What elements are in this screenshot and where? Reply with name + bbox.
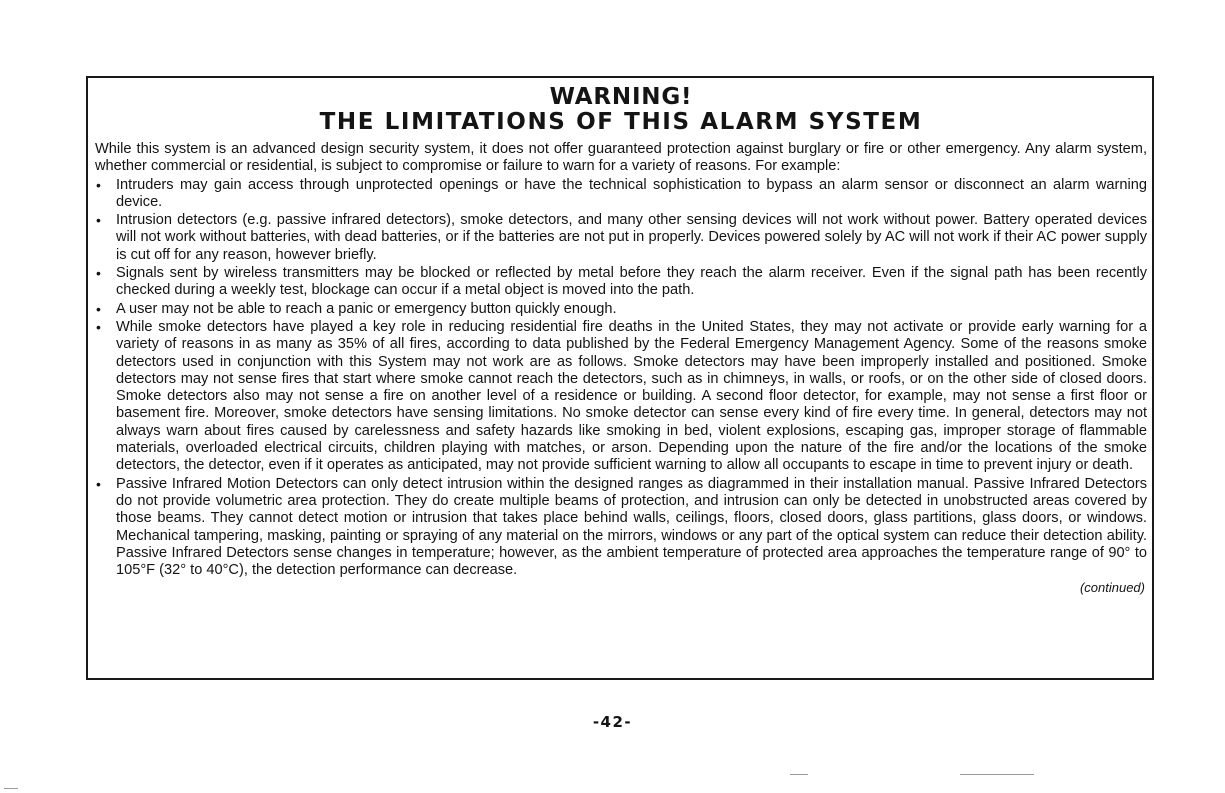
scan-mark-center (790, 774, 808, 775)
bullet-icon: • (96, 318, 101, 335)
list-item-text: Intruders may gain access through unprotected openings or have the technical sophistication to bypass an alarm sensor or disconnect an alarm warning device. (116, 176, 1147, 210)
scan-mark-left (4, 788, 18, 789)
limitations-list (95, 177, 1147, 580)
list-item-wireless (95, 265, 1147, 300)
bullet-icon: • (96, 176, 101, 193)
list-item-text: Signals sent by wireless transmitters may be blocked or reflected by metal before they reach the alarm receiver. Even if the signal path has been recently checked during a weekly test, blockage can occur if a metal object is moved into the path. (116, 265, 1147, 299)
list-item-power (95, 212, 1147, 264)
continued-note: (continued) (1079, 580, 1145, 596)
bullet-icon: • (96, 212, 101, 229)
list-item-text: Passive Infrared Motion Detectors can only detect intrusion within the designed ranges as diagrammed in their installation manual. Passive Infrared Detectors do not provide volumetric area protection. They do create multiple beams of protection, and intrusion can only be detected in unobstructed areas covered by those beams. They cannot detect motion or intrusion that takes place behind walls, ceilings, floors, closed doors, glass partitions, glass doors, or windows. Mechanical tampering, masking, painting or spraying of any material on the mirrors, windows or any part of the optical system can reduce their detection ability. Passive Infrared Detectors sense changes in temperature; however, as the ambient temperature of protected area approaches the temperature range of 90° to 105°F (32° to 40°C), the detection performance can decrease. (116, 475, 1147, 579)
list-item-intruders (95, 177, 1147, 212)
warning-body (95, 141, 1147, 595)
warning-heading: WARNING! (549, 84, 693, 110)
list-item-text: While smoke detectors have played a key role in reducing residential fire deaths in the United States, they may not activate or provide early warning for a variety of reasons in as many as 35% of all fires, according to data published by the Federal Emergency Management Agency. Some of the reasons smoke detectors used in conjunction with this System may not work are as follows. Smoke detectors may have been improperly installed and positioned. Smoke detectors may not sense fires that start where smoke cannot reach the detectors, such as in chimneys, in walls, or roofs, or on the other side of closed doors. Smoke detectors also may not sense a fire on another level of a residence or building. A second floor detector, for example, may not sense a first floor or basement fire. Moreover, smoke detectors have sensing limitations. No smoke detector can sense every kind of fire every time. In general, detectors may not always warn about fires caused by carelessness and safety hazards like smoking in bed, violent explosions, escaping gas, improper storage of flammable materials, overloaded electrical circuits, children playing with matches, or arson. Depending upon the nature of the fire and/or the locations of the smoke detectors, the detector, even if it operates as anticipated, may not provide sufficient warning to allow all occupants to escape in time to prevent injury or death. (116, 318, 1147, 474)
bullet-icon: • (96, 265, 101, 282)
page-number: -42- (592, 713, 633, 731)
intro-paragraph: While this system is an advanced design security system, it does not offer guaranteed protection against burglary or fire or other emergency. Any alarm system, whether commercial or residential, is subject to compromise or failure to warn for a variety of reasons. For example: (95, 141, 1147, 175)
bullet-icon: • (96, 475, 101, 492)
list-item-text: A user may not be able to reach a panic or emergency button quickly enough. (116, 300, 617, 317)
warning-box (86, 76, 1154, 680)
list-item-motion-detectors (95, 476, 1147, 580)
list-item-smoke-detectors (95, 319, 1147, 475)
list-item-panic-button (95, 301, 1147, 318)
limitations-title: THE LIMITATIONS OF THIS ALARM SYSTEM (319, 109, 923, 135)
list-item-text: Intrusion detectors (e.g. passive infrared detectors), smoke detectors, and many other sensing devices will not work without power. Battery operated devices will not work without batteries, with dead batteries, or if the batteries are not put in properly. Devices powered solely by AC will not work if their AC power supply is cut off for any reason, however briefly. (116, 212, 1147, 263)
scan-mark-right (960, 774, 1034, 775)
bullet-icon: • (96, 300, 101, 317)
